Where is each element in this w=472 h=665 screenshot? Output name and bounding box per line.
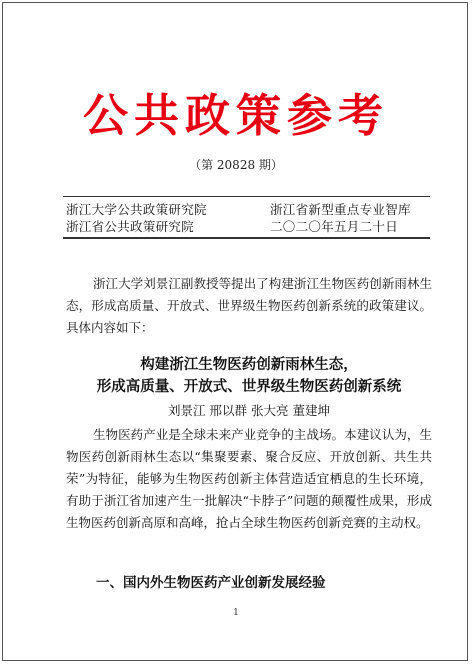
- publisher-block: [66, 201, 207, 235]
- header-rule-bottom: [63, 237, 430, 239]
- think-tank-label: 浙江省新型重点专业智库: [270, 202, 411, 217]
- article-title-line-1: 构建浙江生物医药创新雨林生态，: [140, 357, 358, 373]
- page-number: 1: [233, 608, 239, 618]
- header-rule-top: [63, 196, 430, 197]
- intro-paragraph: 浙江大学刘景江副教授等提出了构建浙江生物医药创新雨林生态，形成高质量、开放式、世界级生物医药创新系统的政策建议。具体内容如下：: [66, 276, 432, 335]
- publisher-info-block: [270, 201, 411, 235]
- issue-number: （第 20828 期）: [189, 158, 283, 172]
- publisher-line-2: 浙江省公共政策研究院: [66, 219, 195, 234]
- publisher-line-1: 浙江大学公共政策研究院: [66, 202, 207, 217]
- section-heading: 一、国内外生物医药产业创新发展经验: [96, 575, 326, 591]
- publication-date: 二〇二〇年五月二十日: [270, 219, 399, 234]
- masthead-title: 公共政策参考: [82, 89, 389, 142]
- body-paragraph: 生物医药产业是全球未来产业竞争的主战场。本建议认为，生物医药创新雨林生态以“集聚要素、聚合反应、开放创新、共生共荣”为特征，能够为生物医药创新主体营造适宜栖息的生长环境，有助于浙江省加速产生一批解决“卡脖子”问题的颠覆性成果，形成生物医药创新高原和高峰，抢占全球生物医药创新竞赛的主动权。: [66, 427, 432, 530]
- article-title-line-2: 形成高质量、开放式、世界级生物医药创新系统: [96, 379, 402, 395]
- article-authors: 刘景江 邢以群 张大亮 董建坤: [168, 403, 330, 418]
